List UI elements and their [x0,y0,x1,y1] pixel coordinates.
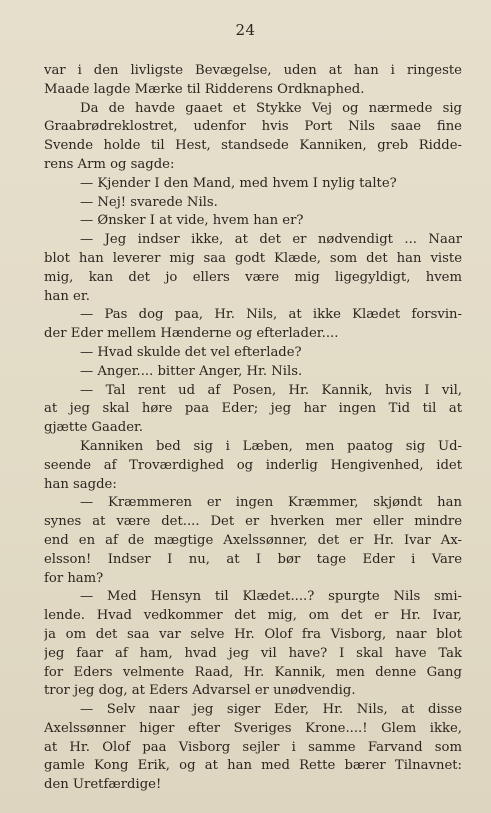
text-line: Graabrødreklostret, udenfor hvis Port Nils saae fine [44,119,462,135]
text-line: tror jeg dog, at Eders Advarsel er unødvendig. [44,683,356,699]
text-line: der Eder mellem Hænderne og efterlader.... [44,326,339,342]
text-line: — Anger.... bitter Anger, Hr. Nils. [80,363,303,379]
page-number: 24 [235,21,256,39]
text-line: gamle Kong Erik, og at han med Rette bærer Tilnavnet: [44,758,462,774]
text-line: gjætte Gaader. [44,420,144,436]
text-line: — Kjender I den Mand, med hvem I nylig talte? [80,175,397,191]
text-line: for Eders velmente Raad, Hr. Kannik, men denne Gang [44,664,462,680]
text-line: var i den livligste Bevægelse, uden at han i ringeste [44,63,462,78]
text-line: synes at være det.... Det er hverken mer eller mindre [44,514,462,530]
text-line: seende af Troværdighed og inderlig Hengivenhed, idet [44,457,462,473]
text-line: Kanniken bed sig i Læben, men paatog sig Ud- [80,438,462,454]
text-line: Maade lagde Mærke til Ridderens Ordknaphed. [44,81,365,97]
text-line: end en af de mægtige Axelssønner, det er Hr. Ivar Ax- [44,532,462,548]
text-line: — Ønsker I at vide, hvem han er? [80,213,304,229]
text-line: — Selv naar jeg siger Eder, Hr. Nils, at disse [80,702,462,718]
text-line: han sagde: [44,476,117,492]
text-line: elsson! Indser I nu, at I bør tage Eder i Vare [44,551,462,567]
text-line: jeg faar af ham, hvad jeg vil have? I skal have Tak [44,645,462,661]
text-line: — Nej! svarede Nils. [80,194,218,210]
text-line: han er. [44,288,90,304]
text-line: — Med Hensyn til Klædet....? spurgte Nils smi- [80,589,462,605]
text-line: lende. Hvad vedkommer det mig, om det er Hr. Ivar, [44,608,462,624]
text-line: Svende holde til Hest, standsede Kanniken, greb Ridde- [44,138,462,154]
text-line: rens Arm og sagde: [44,156,175,172]
text-line: for ham? [44,570,104,586]
body-text [44,62,462,795]
text-line: — Pas dog paa, Hr. Nils, at ikke Klædet forsvin- [80,307,462,323]
text-line: — Kræmmeren er ingen Kræmmer, skjøndt han [80,495,462,511]
text-line: ja om det saa var selve Hr. Olof fra Visborg, naar blot [44,626,462,642]
text-line: blot han leverer mig saa godt Klæde, som det han viste [44,250,462,266]
text-line: — Jeg indser ikke, at det er nødvendigt ... Naar [80,232,462,248]
text-line: den Uretfærdige! [44,777,162,793]
text-line: mig, kan det jo ellers være mig ligegyldigt, hvem [44,269,462,285]
text-line: — Hvad skulde det vel efterlade? [80,344,302,360]
text-line: Axelssønner higer efter Sveriges Krone....! Glem ikke, [44,720,462,736]
text-line: at jeg skal høre paa Eder; jeg har ingen Tid til at [44,401,462,417]
text-line: — Tal rent ud af Posen, Hr. Kannik, hvis I vil, [80,382,462,398]
text-line: Da de havde gaaet et Stykke Vej og nærmede sig [80,100,462,116]
text-line: at Hr. Olof paa Visborg sejler i samme Farvand som [44,739,462,755]
